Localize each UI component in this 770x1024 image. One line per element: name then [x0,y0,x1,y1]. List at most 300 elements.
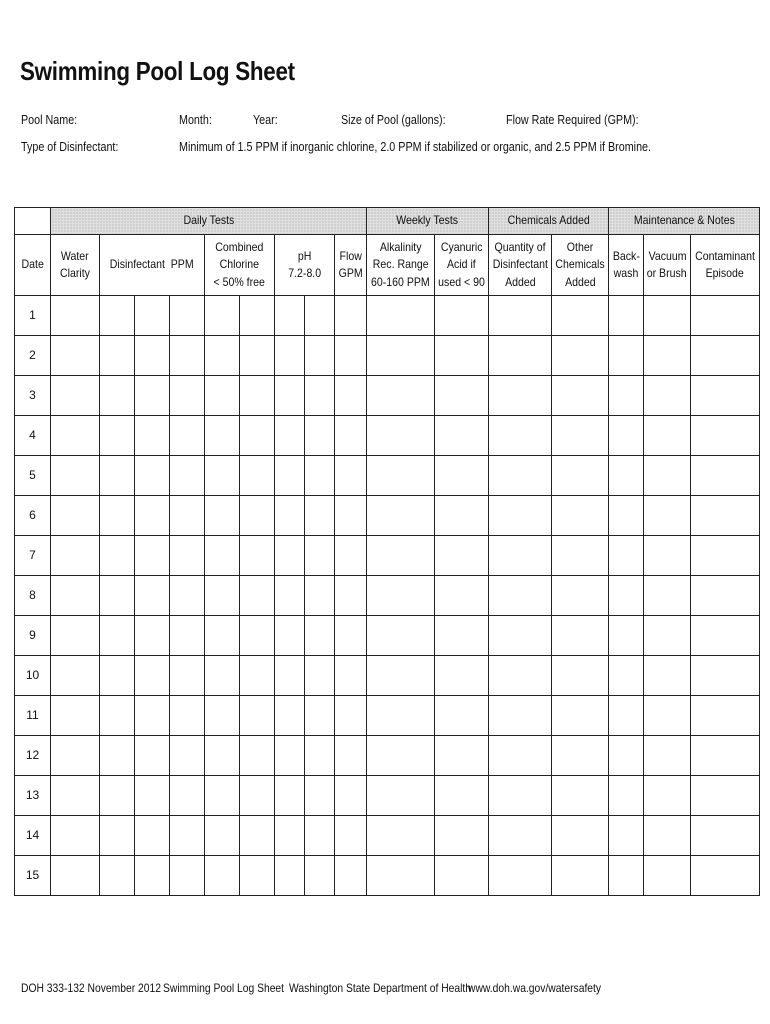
entry-cell[interactable] [170,376,205,416]
entry-cell[interactable] [51,336,100,376]
entry-cell[interactable] [367,696,435,736]
entry-cell[interactable] [135,496,170,536]
entry-cell[interactable] [135,616,170,656]
entry-cell[interactable] [488,376,552,416]
entry-cell[interactable] [275,336,305,376]
entry-cell[interactable] [335,336,367,376]
entry-cell[interactable] [51,376,100,416]
entry-cell[interactable] [205,816,240,856]
row-date: 8 [15,576,51,616]
entry-cell[interactable] [644,776,690,816]
entry-cell[interactable] [305,736,335,776]
entry-cell[interactable] [434,456,488,496]
footer-url: www.doh.wa.gov/watersafety [468,981,602,995]
entry-cell[interactable] [552,856,609,896]
pool-size-label: Size of Pool (gallons): [341,113,446,127]
entry-cell[interactable] [135,536,170,576]
entry-cell[interactable] [488,416,552,456]
footer-form-id: DOH 333-132 November 2012 [21,981,161,995]
entry-cell[interactable] [240,576,275,616]
entry-cell[interactable] [135,416,170,456]
entry-cell[interactable] [205,736,240,776]
entry-cell[interactable] [240,616,275,656]
log-row [15,816,760,856]
entry-cell[interactable] [644,296,690,336]
entry-cell[interactable] [170,496,205,536]
entry-cell[interactable] [335,416,367,456]
entry-cell[interactable] [100,336,135,376]
entry-cell[interactable] [305,416,335,456]
entry-cell[interactable] [690,656,759,696]
entry-cell[interactable] [135,776,170,816]
entry-cell[interactable] [552,496,609,536]
entry-cell[interactable] [275,296,305,336]
log-row [15,456,760,496]
entry-cell[interactable] [434,656,488,696]
entry-cell[interactable] [367,376,435,416]
entry-cell[interactable] [205,776,240,816]
entry-cell[interactable] [609,616,644,656]
entry-cell[interactable] [205,496,240,536]
entry-cell[interactable] [205,456,240,496]
entry-cell[interactable] [205,616,240,656]
entry-cell[interactable] [135,576,170,616]
entry-cell[interactable] [552,376,609,416]
entry-cell[interactable] [170,336,205,376]
entry-cell[interactable] [51,456,100,496]
entry-cell[interactable] [335,376,367,416]
entry-cell[interactable] [335,736,367,776]
entry-cell[interactable] [552,736,609,776]
entry-cell[interactable] [552,776,609,816]
entry-cell[interactable] [51,616,100,656]
row-date: 13 [15,776,51,816]
entry-cell[interactable] [51,536,100,576]
entry-cell[interactable] [488,576,552,616]
entry-cell[interactable] [170,536,205,576]
entry-cell[interactable] [552,616,609,656]
entry-cell[interactable] [644,496,690,536]
entry-cell[interactable] [552,656,609,696]
entry-cell[interactable] [690,776,759,816]
entry-cell[interactable] [609,496,644,536]
entry-cell[interactable] [240,416,275,456]
entry-cell[interactable] [51,416,100,456]
log-row [15,336,760,376]
entry-cell[interactable] [690,616,759,656]
group-daily-tests: Daily Tests [51,208,367,235]
entry-cell[interactable] [367,536,435,576]
entry-cell[interactable] [434,816,488,856]
entry-cell[interactable] [170,656,205,696]
entry-cell[interactable] [305,656,335,696]
log-row [15,496,760,536]
entry-cell[interactable] [305,336,335,376]
disinfectant-type-label: Type of Disinfectant: [21,140,119,154]
entry-cell[interactable] [240,736,275,776]
footer-form-name: Swimming Pool Log Sheet [163,981,285,995]
entry-cell[interactable] [51,736,100,776]
col-combined-chlorine: Combined Chlorine < 50% free [205,235,275,296]
entry-cell[interactable] [240,656,275,696]
entry-cell[interactable] [335,536,367,576]
entry-cell[interactable] [690,576,759,616]
entry-cell[interactable] [305,696,335,736]
entry-cell[interactable] [275,856,305,896]
entry-cell[interactable] [240,696,275,736]
col-cyanuric-acid: Cyanuric Acid if used < 90 [434,235,488,296]
entry-cell[interactable] [434,536,488,576]
entry-cell[interactable] [434,696,488,736]
entry-cell[interactable] [644,456,690,496]
entry-cell[interactable] [690,736,759,776]
entry-cell[interactable] [305,376,335,416]
entry-cell[interactable] [100,736,135,776]
entry-cell[interactable] [100,376,135,416]
entry-cell[interactable] [609,776,644,816]
entry-cell[interactable] [51,696,100,736]
entry-cell[interactable] [170,696,205,736]
entry-cell[interactable] [305,776,335,816]
entry-cell[interactable] [100,416,135,456]
entry-cell[interactable] [609,856,644,896]
entry-cell[interactable] [690,816,759,856]
entry-cell[interactable] [240,376,275,416]
entry-cell[interactable] [690,336,759,376]
row-date: 7 [15,536,51,576]
log-row [15,416,760,456]
entry-cell[interactable] [275,616,305,656]
entry-cell[interactable] [51,856,100,896]
entry-cell[interactable] [367,776,435,816]
log-row [15,536,760,576]
entry-cell[interactable] [135,456,170,496]
entry-cell[interactable] [135,696,170,736]
row-date: 11 [15,696,51,736]
entry-cell[interactable] [690,696,759,736]
entry-cell[interactable] [690,376,759,416]
entry-cell[interactable] [609,336,644,376]
entry-cell[interactable] [100,776,135,816]
entry-cell[interactable] [335,296,367,336]
footer-agency: Washington State Department of Health [289,981,472,995]
entry-cell[interactable] [275,536,305,576]
entry-cell[interactable] [488,696,552,736]
entry-cell[interactable] [644,576,690,616]
entry-cell[interactable] [609,416,644,456]
entry-cell[interactable] [609,656,644,696]
entry-cell[interactable] [367,616,435,656]
row-date: 5 [15,456,51,496]
entry-cell[interactable] [609,696,644,736]
entry-cell[interactable] [552,816,609,856]
entry-cell[interactable] [644,816,690,856]
entry-cell[interactable] [644,336,690,376]
col-date: Date [15,235,51,296]
entry-cell[interactable] [367,416,435,456]
entry-cell[interactable] [335,656,367,696]
month-label: Month: [179,113,212,127]
blank-header-cell [15,208,51,235]
entry-cell[interactable] [690,416,759,456]
entry-cell[interactable] [100,856,135,896]
entry-cell[interactable] [100,656,135,696]
entry-cell[interactable] [170,736,205,776]
entry-cell[interactable] [275,776,305,816]
col-ph: pH 7.2-8.0 [275,235,335,296]
entry-cell[interactable] [434,296,488,336]
entry-cell[interactable] [552,336,609,376]
minimum-note: Minimum of 1.5 PPM if inorganic chlorine, 2.0 PPM if stabilized or organic, and 2.5 PPM if Bromine. [179,140,652,154]
entry-cell[interactable] [240,296,275,336]
entry-cell[interactable] [100,496,135,536]
log-row [15,736,760,776]
log-body [15,296,760,896]
entry-cell[interactable] [51,496,100,536]
row-date: 1 [15,296,51,336]
entry-cell[interactable] [205,576,240,616]
log-row [15,776,760,816]
entry-cell[interactable] [100,616,135,656]
entry-cell[interactable] [240,536,275,576]
entry-cell[interactable] [434,336,488,376]
col-other-chemicals: Other Chemicals Added [552,235,609,296]
entry-cell[interactable] [135,376,170,416]
row-date: 9 [15,616,51,656]
year-label: Year: [253,113,278,127]
entry-cell[interactable] [170,296,205,336]
entry-cell[interactable] [690,856,759,896]
entry-cell[interactable] [305,576,335,616]
entry-cell[interactable] [135,336,170,376]
entry-cell[interactable] [100,296,135,336]
entry-cell[interactable] [170,416,205,456]
entry-cell[interactable] [51,656,100,696]
entry-cell[interactable] [135,816,170,856]
entry-cell[interactable] [644,696,690,736]
entry-cell[interactable] [434,776,488,816]
entry-cell[interactable] [690,536,759,576]
entry-cell[interactable] [305,536,335,576]
entry-cell[interactable] [609,816,644,856]
entry-cell[interactable] [488,456,552,496]
entry-cell[interactable] [170,456,205,496]
entry-cell[interactable] [240,816,275,856]
entry-cell[interactable] [275,576,305,616]
entry-cell[interactable] [170,776,205,816]
entry-cell[interactable] [170,576,205,616]
entry-cell[interactable] [205,336,240,376]
log-row [15,576,760,616]
entry-cell[interactable] [434,576,488,616]
row-date: 2 [15,336,51,376]
entry-cell[interactable] [434,856,488,896]
row-date: 3 [15,376,51,416]
log-row [15,296,760,336]
entry-cell[interactable] [335,456,367,496]
entry-cell[interactable] [609,376,644,416]
entry-cell[interactable] [335,696,367,736]
entry-cell[interactable] [205,696,240,736]
entry-cell[interactable] [100,536,135,576]
entry-cell[interactable] [644,376,690,416]
entry-cell[interactable] [170,816,205,856]
entry-cell[interactable] [552,416,609,456]
entry-cell[interactable] [644,856,690,896]
entry-cell[interactable] [488,336,552,376]
entry-cell[interactable] [690,296,759,336]
entry-cell[interactable] [100,816,135,856]
entry-cell[interactable] [367,576,435,616]
entry-cell[interactable] [170,856,205,896]
entry-cell[interactable] [275,416,305,456]
entry-cell[interactable] [690,496,759,536]
entry-cell[interactable] [367,816,435,856]
entry-cell[interactable] [335,616,367,656]
entry-cell[interactable] [552,456,609,496]
entry-cell[interactable] [488,776,552,816]
entry-cell[interactable] [275,496,305,536]
entry-cell[interactable] [240,776,275,816]
log-table [14,207,760,896]
row-date: 4 [15,416,51,456]
col-contaminant: Contaminant Episode [690,235,759,296]
entry-cell[interactable] [275,736,305,776]
entry-cell[interactable] [488,856,552,896]
entry-cell[interactable] [367,856,435,896]
entry-cell[interactable] [644,536,690,576]
col-vacuum: Vacuum or Brush [644,235,690,296]
row-date: 6 [15,496,51,536]
entry-cell[interactable] [205,536,240,576]
entry-cell[interactable] [305,616,335,656]
entry-cell[interactable] [434,416,488,456]
entry-cell[interactable] [488,616,552,656]
entry-cell[interactable] [552,576,609,616]
col-alkalinity: Alkalinity Rec. Range 60-160 PPM [367,235,435,296]
log-row [15,856,760,896]
entry-cell[interactable] [552,536,609,576]
entry-cell[interactable] [367,656,435,696]
entry-cell[interactable] [51,776,100,816]
entry-cell[interactable] [305,296,335,336]
entry-cell[interactable] [488,496,552,536]
entry-cell[interactable] [100,696,135,736]
col-water-clarity: Water Clarity [51,235,100,296]
pool-name-label: Pool Name: [21,113,78,127]
entry-cell[interactable] [367,496,435,536]
entry-cell[interactable] [100,456,135,496]
col-flow: Flow GPM [335,235,367,296]
log-row [15,616,760,656]
entry-cell[interactable] [552,696,609,736]
entry-cell[interactable] [609,576,644,616]
page-title: Swimming Pool Log Sheet [20,56,295,86]
entry-cell[interactable] [335,576,367,616]
entry-cell[interactable] [51,576,100,616]
entry-cell[interactable] [552,296,609,336]
entry-cell[interactable] [51,296,100,336]
entry-cell[interactable] [275,816,305,856]
entry-cell[interactable] [367,736,435,776]
entry-cell[interactable] [275,376,305,416]
entry-cell[interactable] [367,336,435,376]
group-maintenance-notes: Maintenance & Notes [609,208,759,235]
entry-cell[interactable] [335,816,367,856]
entry-cell[interactable] [51,816,100,856]
row-date: 14 [15,816,51,856]
entry-cell[interactable] [335,496,367,536]
entry-cell[interactable] [690,456,759,496]
entry-cell[interactable] [205,656,240,696]
entry-cell[interactable] [275,696,305,736]
entry-cell[interactable] [335,776,367,816]
entry-cell[interactable] [135,736,170,776]
entry-cell[interactable] [205,296,240,336]
entry-cell[interactable] [205,416,240,456]
entry-cell[interactable] [240,336,275,376]
entry-cell[interactable] [488,296,552,336]
entry-cell[interactable] [488,536,552,576]
entry-cell[interactable] [488,736,552,776]
entry-cell[interactable] [135,296,170,336]
log-row [15,376,760,416]
entry-cell[interactable] [305,456,335,496]
row-date: 12 [15,736,51,776]
entry-cell[interactable] [644,656,690,696]
entry-cell[interactable] [305,856,335,896]
entry-cell[interactable] [170,616,205,656]
group-chemicals-added: Chemicals Added [488,208,609,235]
entry-cell[interactable] [205,376,240,416]
entry-cell[interactable] [275,656,305,696]
entry-cell[interactable] [135,856,170,896]
entry-cell[interactable] [488,656,552,696]
entry-cell[interactable] [609,296,644,336]
entry-cell[interactable] [434,736,488,776]
row-date: 10 [15,656,51,696]
col-quantity-disinfectant: Quantity of Disinfectant Added [488,235,552,296]
log-row [15,656,760,696]
entry-cell[interactable] [240,496,275,536]
entry-cell[interactable] [240,856,275,896]
entry-cell[interactable] [488,816,552,856]
col-backwash: Back- wash [609,235,644,296]
entry-cell[interactable] [305,816,335,856]
entry-cell[interactable] [434,616,488,656]
entry-cell[interactable] [609,456,644,496]
entry-cell[interactable] [335,856,367,896]
entry-cell[interactable] [240,456,275,496]
entry-cell[interactable] [367,296,435,336]
entry-cell[interactable] [609,536,644,576]
entry-cell[interactable] [434,376,488,416]
group-weekly-tests: Weekly Tests [367,208,489,235]
entry-cell[interactable] [367,456,435,496]
entry-cell[interactable] [205,856,240,896]
entry-cell[interactable] [434,496,488,536]
row-date: 15 [15,856,51,896]
entry-cell[interactable] [305,496,335,536]
entry-cell[interactable] [135,656,170,696]
entry-cell[interactable] [609,736,644,776]
entry-cell[interactable] [275,456,305,496]
entry-cell[interactable] [644,736,690,776]
entry-cell[interactable] [100,576,135,616]
col-disinfectant-ppm: Disinfectant PPM [100,235,205,296]
entry-cell[interactable] [644,416,690,456]
entry-cell[interactable] [644,616,690,656]
